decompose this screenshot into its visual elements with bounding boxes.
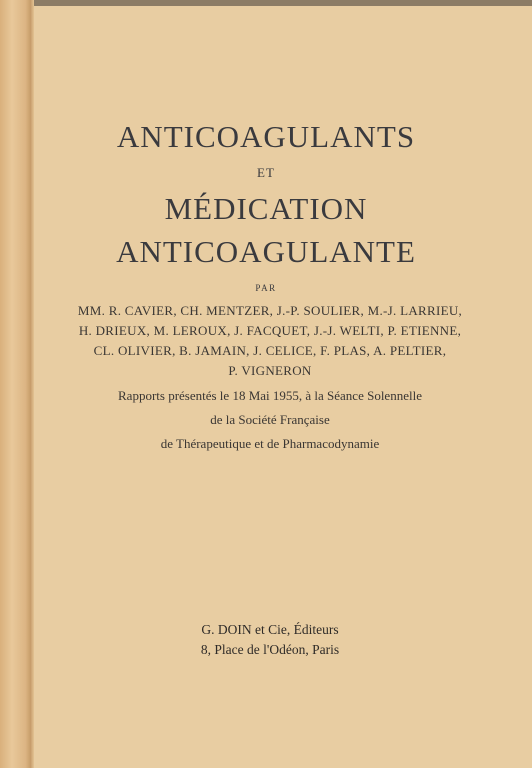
- rapports-line: de la Société Française: [210, 412, 330, 427]
- publisher-address: 8, Place de l'Odéon, Paris: [200, 642, 340, 657]
- title-line-2-block: [0, 190, 532, 228]
- rapports-line: Rapports présentés le 18 Mai 1955, à la Séance Solennelle: [118, 388, 422, 403]
- author-line: CL. OLIVIER, B. JAMAIN, J. CELICE, F. PLAS, A. PELTIER,: [93, 343, 447, 358]
- conjunction-block: [0, 165, 532, 181]
- title-line-3: ANTICOAGULANTE: [116, 234, 416, 269]
- author-line: H. DRIEUX, M. LEROUX, J. FACQUET, J.-J. WELTI, P. ETIENNE,: [78, 323, 462, 338]
- publisher-block: [150, 620, 390, 660]
- book-spine: [0, 0, 31, 768]
- author-list: [70, 301, 470, 381]
- rapports-line: de Thérapeutique et de Pharmacodynamie: [160, 436, 380, 451]
- author-line: MM. R. CAVIER, CH. MENTZER, J.-P. SOULIER, M.-J. LARRIEU,: [77, 303, 463, 318]
- title-line-3-block: [0, 233, 532, 271]
- publisher-name: G. DOIN et Cie, Éditeurs: [201, 622, 339, 637]
- par-label: PAR: [255, 283, 277, 293]
- author-line: P. VIGNERON: [228, 363, 312, 378]
- title-conjunction: ET: [257, 165, 275, 180]
- rapports-block: [70, 384, 470, 456]
- title-line-1: ANTICOAGULANTS: [116, 119, 416, 154]
- title-line-2: MÉDICATION: [164, 191, 368, 226]
- par-block: [0, 283, 532, 293]
- title-line-1-block: [0, 118, 532, 156]
